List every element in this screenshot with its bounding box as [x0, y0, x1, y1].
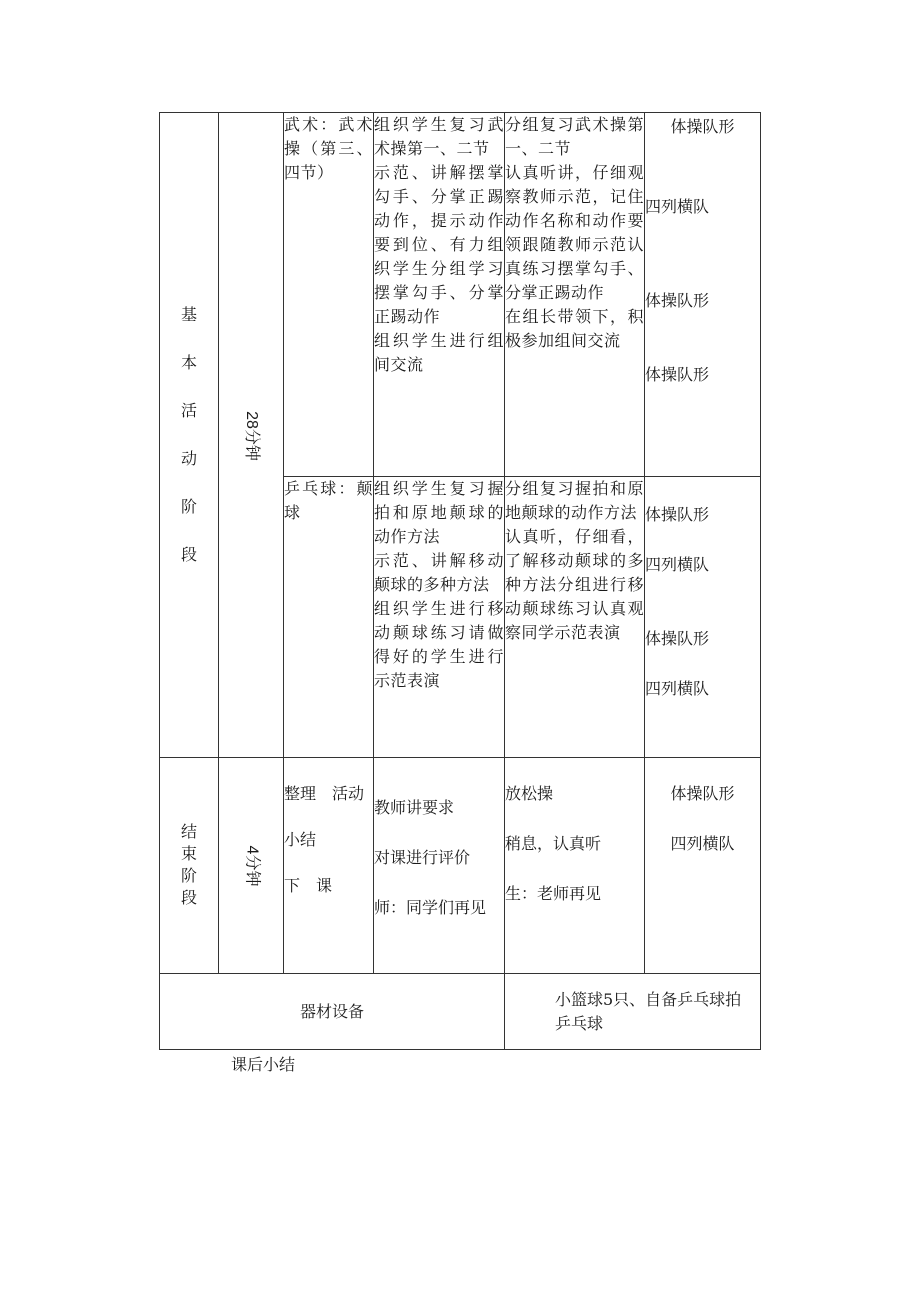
equipment-value: 小篮球5只、自备乒乓球拍 乒乓球	[505, 974, 761, 1050]
end-stage-content: 整理 活动 小结 下 课	[284, 758, 374, 974]
pingpong-content: 乒乓球：颠球	[284, 477, 374, 758]
wushu-row	[160, 113, 761, 477]
end-stage-teacher-activity: 教师讲要求 对课进行评价 师：同学们再见	[374, 758, 505, 974]
basic-stage-label: 基 本 活 动 阶 段	[160, 113, 219, 758]
end-stage-formation: 体操队形 四列横队	[645, 758, 761, 974]
wushu-student-activity: 分组复习武术操第一、二节 认真听讲，仔细观察教师示范，记住动作名称和动作要领跟随教师示范认真练习摆掌勾手、分掌正踢动作 在组长带领下，积极参加组间交流	[505, 113, 645, 477]
pingpong-student-activity: 分组复习握拍和原地颠球的动作方法 认真听，仔细看，了解移动颠球的多种方法分组进行移动颠球练习认真观察同学示范表演	[505, 477, 645, 758]
equipment-label: 器材设备	[160, 974, 505, 1050]
basic-stage-duration: 28分钟	[219, 113, 284, 758]
end-stage-student-activity: 放松操 稍息，认真听 生：老师再见	[505, 758, 645, 974]
end-stage-row	[160, 758, 761, 974]
lesson-plan-table	[159, 112, 761, 1050]
equipment-row	[160, 974, 761, 1050]
pingpong-formation: 体操队形 四列横队 体操队形 四列横队	[645, 477, 761, 758]
end-stage-label: 结 束 阶 段	[160, 758, 219, 974]
wushu-formation: 体操队形 四列横队 体操队形 体操队形	[645, 113, 761, 477]
pingpong-teacher-activity: 组织学生复习握拍和原地颠球的动作方法 示范、讲解移动颠球的多种方法 组织学生进行移动颠球练习请做得好的学生进行示范表演	[374, 477, 505, 758]
wushu-teacher-activity: 组织学生复习武术操第一、二节 示范、讲解摆掌勾手、分掌正踢动作，提示动作要到位、有力组织学生分组学习摆掌勾手、分掌正踢动作 组织学生进行组间交流	[374, 113, 505, 477]
after-class-summary-label: 课后小结	[231, 1055, 296, 1074]
end-stage-duration: 4分钟	[219, 758, 284, 974]
wushu-content: 武术：武术操（第三、四节）	[284, 113, 374, 477]
